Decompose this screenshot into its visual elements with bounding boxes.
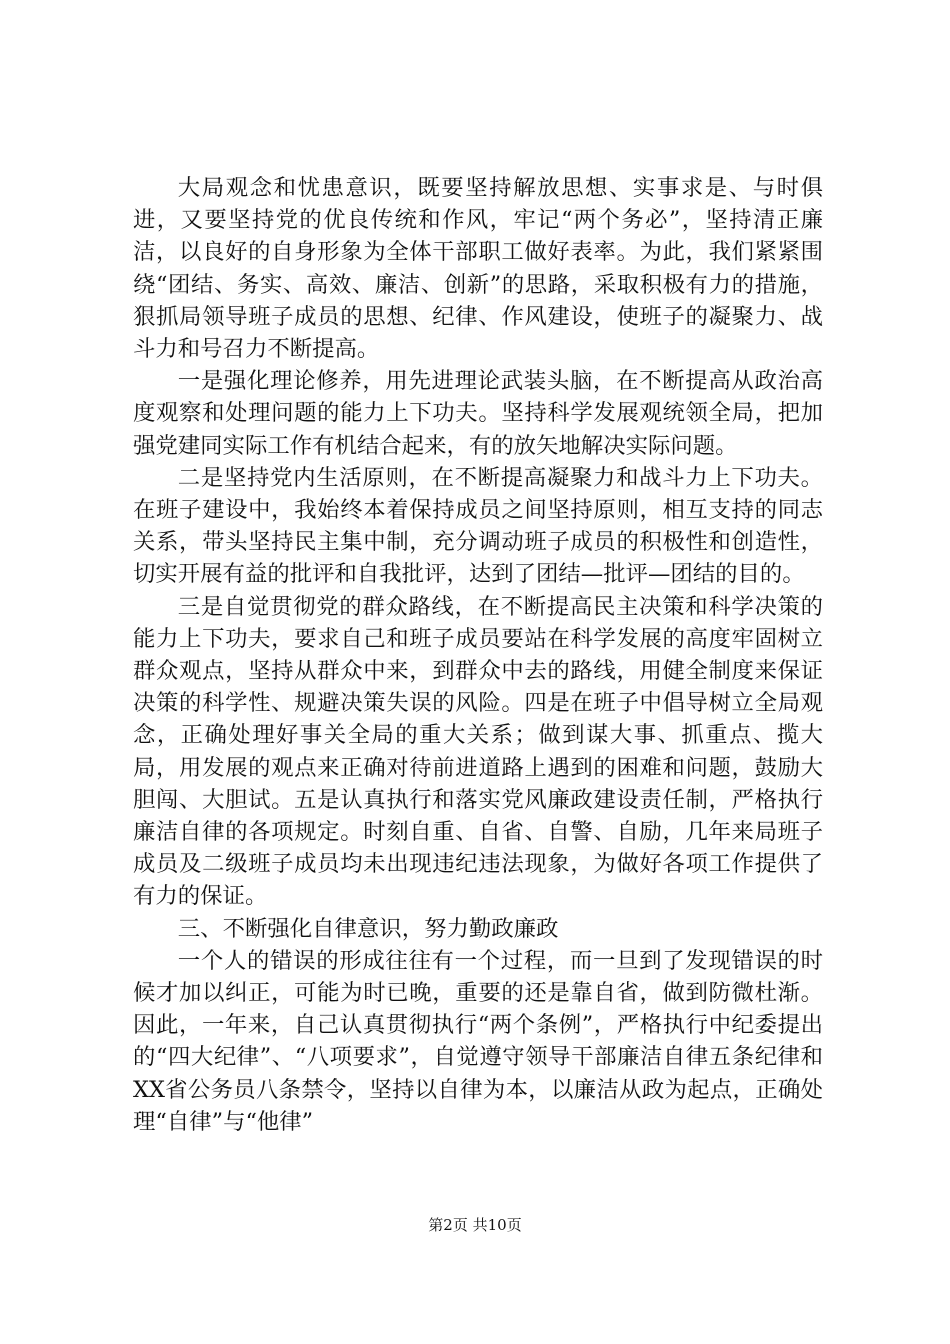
- paragraph-point-two: 二是坚持党内生活原则，在不断提高凝聚力和战斗力上下功夫。在班子建设中，我始终本着保持成员之间坚持原则，相互支持的同志关系，带头坚持民主集中制，充分调动班子成员的积极性和创造性，切实开展有益的批评和自我批评，达到了团结—批评—团结的目的。: [133, 464, 823, 588]
- paragraph-self-discipline: 一个人的错误的形成往往有一个过程，而一旦到了发现错误的时候才加以纠正，可能为时已晚，重要的还是靠自省，做到防微杜渐。因此，一年来，自己认真贯彻执行“两个条例”，严格执行中纪委提出的“四大纪律”、“八项要求”，自觉遵守领导干部廉洁自律五条纪律和XX省公务员八条禁令，坚持以自律为本，以廉洁从政为起点，正确处理“自律”与“他律”: [133, 947, 823, 1135]
- paragraph-point-one: 一是强化理论修养，用先进理论武装头脑，在不断提高从政治高度观察和处理问题的能力上下功夫。坚持科学发展观统领全局，把加强党建同实际工作有机结合起来，有的放矢地解决实际问题。: [133, 368, 823, 459]
- document-body: [133, 172, 823, 1138]
- paragraph-overview: 大局观念和忧患意识，既要坚持解放思想、实事求是、与时俱进，又要坚持党的优良传统和作风，牢记“两个务必”，坚持清正廉洁，以良好的自身形象为全体干部职工做好表率。为此，我们紧紧围绕“团结、务实、高效、廉洁、创新”的思路，采取积极有力的措施，狠抓局领导班子成员的思想、纪律、作风建设，使班子的凝聚力、战斗力和号召力不断提高。: [133, 175, 823, 363]
- paragraph-points-three-to-five: 三是自觉贯彻党的群众路线，在不断提高民主决策和科学决策的能力上下功夫，要求自己和班子成员要站在科学发展的高度牢固树立群众观点，坚持从群众中来，到群众中去的路线，用健全制度来保证决策的科学性、规避决策失误的风险。四是在班子中倡导树立全局观念，正确处理好事关全局的重大关系；做到谋大事、抓重点、揽大局，用发展的观点来正确对待前进道路上遇到的困难和问题，鼓励大胆闯、大胆试。五是认真执行和落实党风廉政建设责任制，严格执行廉洁自律的各项规定。时刻自重、自省、自警、自励，几年来局班子成员及二级班子成员均未出现违纪违法现象，为做好各项工作提供了有力的保证。: [133, 593, 823, 910]
- page-number-footer: 第2页 共10页: [428, 1216, 522, 1234]
- section-heading-self-discipline: 三、不断强化自律意识，努力勤政廉政: [177, 915, 559, 942]
